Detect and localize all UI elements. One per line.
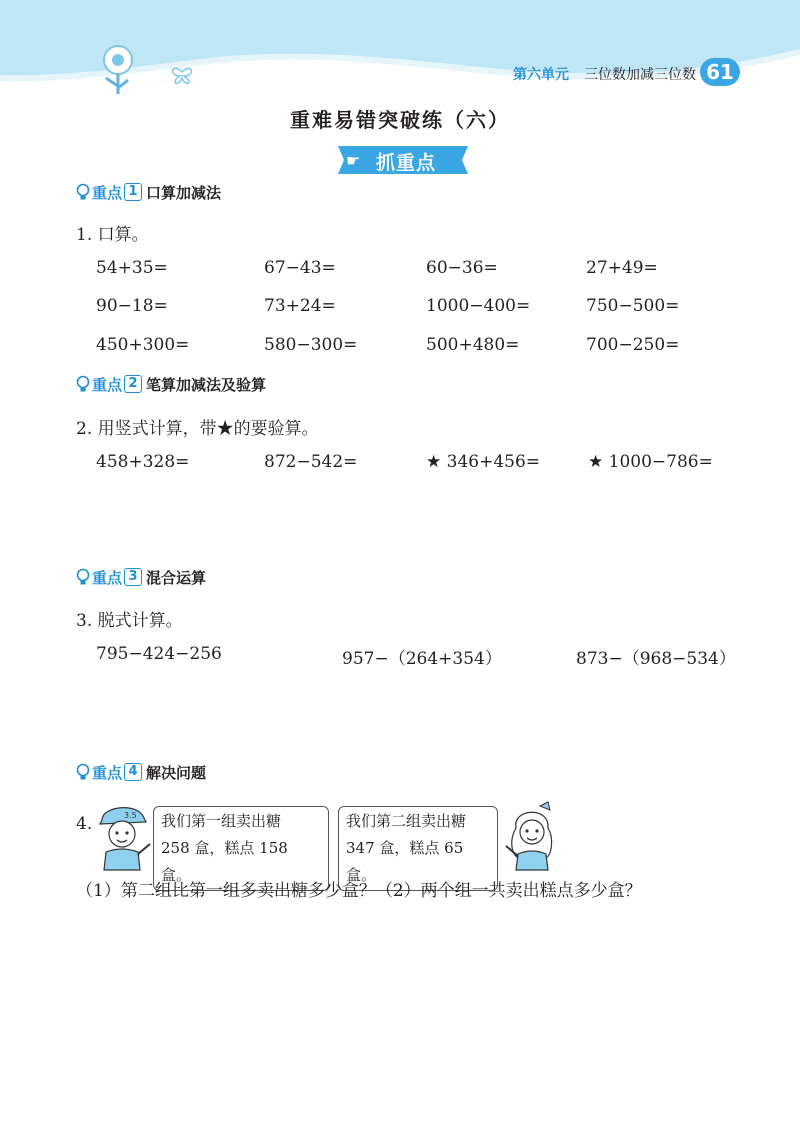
calc-item: 67−43=	[264, 258, 336, 278]
pointing-hand-icon: ☛	[346, 151, 361, 170]
boy-illustration	[92, 798, 152, 872]
calc-item: 27+49=	[586, 258, 658, 278]
focus-banner-text: 抓重点	[376, 152, 437, 174]
calc-item: 54+35=	[96, 258, 168, 278]
header-band	[0, 0, 800, 100]
question-1-title: 1. 口算。	[76, 225, 149, 245]
calc-row	[96, 452, 756, 478]
lightbulb-icon	[76, 183, 90, 201]
key-point-1-header	[76, 180, 221, 204]
calc-item: 60−36=	[426, 258, 498, 278]
key-point-title: 解决问题	[146, 763, 207, 782]
focus-banner	[334, 144, 472, 176]
bubble-line: 347 盒，糕点 65 盒。	[346, 839, 464, 884]
lightbulb-icon	[76, 763, 90, 781]
bubble-line: 258 盒，糕点 158 盒。	[161, 839, 288, 884]
calc-item: 90−18=	[96, 296, 168, 316]
key-point-title: 笔算加减法及验算	[146, 375, 267, 394]
sky-wave-decoration	[0, 0, 800, 100]
key-point-title: 口算加减法	[146, 183, 222, 202]
lightbulb-icon	[76, 568, 90, 586]
calc-item: 458+328=	[96, 452, 190, 472]
key-point-title: 混合运算	[146, 568, 207, 587]
key-point-label: 重点	[92, 375, 123, 394]
calc-item: ★ 1000−786=	[588, 452, 713, 472]
calc-item: ★ 346+456=	[426, 452, 541, 472]
bubble-line: 我们第一组卖出糖	[161, 812, 282, 830]
key-point-label: 重点	[92, 763, 123, 782]
question-3-title: 3. 脱式计算。	[76, 611, 183, 631]
lightbulb-icon	[76, 375, 90, 393]
key-point-4-header	[76, 760, 206, 784]
calc-item: 73+24=	[264, 296, 336, 316]
question-2-title: 2. 用竖式计算，带★的要验算。	[76, 419, 319, 439]
key-point-label: 重点	[92, 568, 123, 587]
svg-text:3.5: 3.5	[124, 811, 137, 820]
unit-label: 第六单元	[513, 67, 569, 83]
page-number-badge: 61	[700, 58, 740, 86]
key-point-number: 4	[124, 763, 142, 781]
calc-row	[96, 335, 756, 361]
girl-illustration	[500, 798, 564, 872]
key-point-number: 1	[124, 183, 142, 201]
calc-item: 795−424−256	[96, 644, 222, 664]
calc-row	[96, 258, 756, 284]
sunflower-icon	[104, 46, 132, 94]
calc-item: 957−（264+354）	[342, 649, 502, 669]
key-point-label: 重点	[92, 183, 123, 202]
question-4-subquestions: （1）第二组比第一组多卖出糖多少盒？（2）两个组一共卖出糕点多少盒？	[76, 881, 642, 901]
key-point-number: 2	[124, 375, 142, 393]
unit-topic: 三位数加减三位数	[584, 67, 696, 83]
key-point-2-header	[76, 372, 266, 396]
key-point-number: 3	[124, 568, 142, 586]
calc-item: 580−300=	[264, 335, 358, 355]
calc-item: 873−（968−534）	[576, 649, 736, 669]
calc-item: 450+300=	[96, 335, 190, 355]
calc-item: 700−250=	[586, 335, 680, 355]
bubble-line: 我们第二组卖出糖	[346, 812, 467, 830]
calc-item: 500+480=	[426, 335, 520, 355]
page-title: 重难易错突破练（六）	[290, 108, 510, 132]
calc-item: 1000−400=	[426, 296, 531, 316]
calc-item: 750−500=	[586, 296, 680, 316]
calc-row	[96, 296, 756, 322]
key-point-3-header	[76, 565, 206, 589]
butterfly-icon	[173, 68, 192, 83]
calc-row	[96, 644, 756, 670]
calc-item: 872−542=	[264, 452, 358, 472]
question-4-number: 4.	[76, 814, 93, 834]
